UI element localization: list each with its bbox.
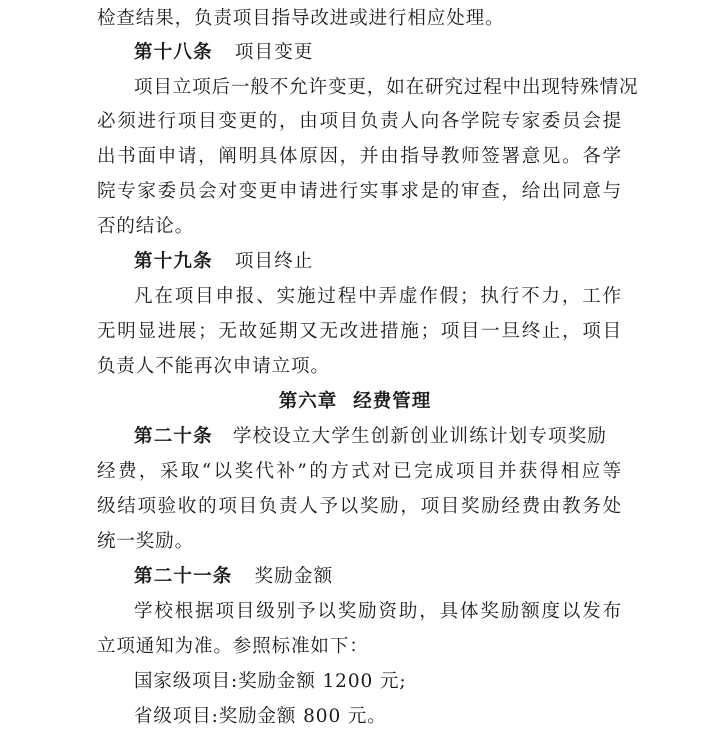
article-19-title: 项目终止 (234, 251, 314, 272)
provincial-level-reward: 省级项目:奖励金额 800 元。 (134, 706, 387, 727)
paragraph-line: 检查结果，负责项目指导改进或进行相应处理。 (97, 8, 505, 29)
article-20-line-4: 统一奖励。 (97, 531, 195, 552)
article-18-number: 第十八条 (134, 42, 213, 63)
article-20-line-2: 经费，采取“以奖代补”的方式对已完成项目并获得相应等 (97, 461, 622, 482)
article-20-number: 第二十条 (134, 426, 213, 447)
article-21-title: 奖励金额 (254, 566, 334, 587)
article-21-number: 第二十一条 (134, 566, 233, 587)
article-20-first-line-text: 学校设立大学生创新创业训练计划专项奖励 (232, 426, 608, 447)
chapter-6-title: 经费管理 (353, 391, 432, 412)
article-18-line-3: 出书面申请，阐明具体原因，并由指导教师签署意见。各学 (97, 146, 622, 167)
article-19-line-1: 凡在项目申报、实施过程中弄虚作假；执行不力，工作 (134, 286, 622, 307)
article-18-heading (134, 40, 622, 66)
article-18-line-5: 否的结论。 (97, 216, 195, 237)
article-20-line-1 (134, 424, 622, 450)
national-level-reward: 国家级项目:奖励金额 1200 元; (134, 671, 407, 692)
article-21-line-1: 学校根据项目级别予以奖励资助，具体奖励额度以发布 (134, 601, 622, 622)
article-19-number: 第十九条 (134, 251, 213, 272)
article-18-line-1: 项目立项后一般不允许变更，如在研究过程中出现特殊情况 (134, 77, 639, 98)
article-19-line-2: 无明显进展；无故延期又无改进措施；项目一旦终止，项目 (97, 321, 622, 342)
article-18-line-2: 必须进行项目变更的，由项目负责人向各学院专家委员会提 (97, 111, 622, 132)
article-21-line-2: 立项通知为准。参照标准如下： (97, 636, 369, 657)
article-19-heading (134, 249, 622, 275)
article-18-line-4: 院专家委员会对变更申请进行实事求是的审查，给出同意与 (97, 181, 622, 202)
chapter-6-heading (0, 389, 710, 415)
article-21-heading (134, 564, 622, 590)
article-18-title: 项目变更 (234, 42, 314, 63)
article-19-line-3: 负责人不能再次申请立项。 (97, 356, 330, 377)
article-20-line-3: 级结项验收的项目负责人予以奖励，项目奖励经费由教务处 (97, 496, 622, 517)
chapter-6-number: 第六章 (278, 391, 338, 412)
